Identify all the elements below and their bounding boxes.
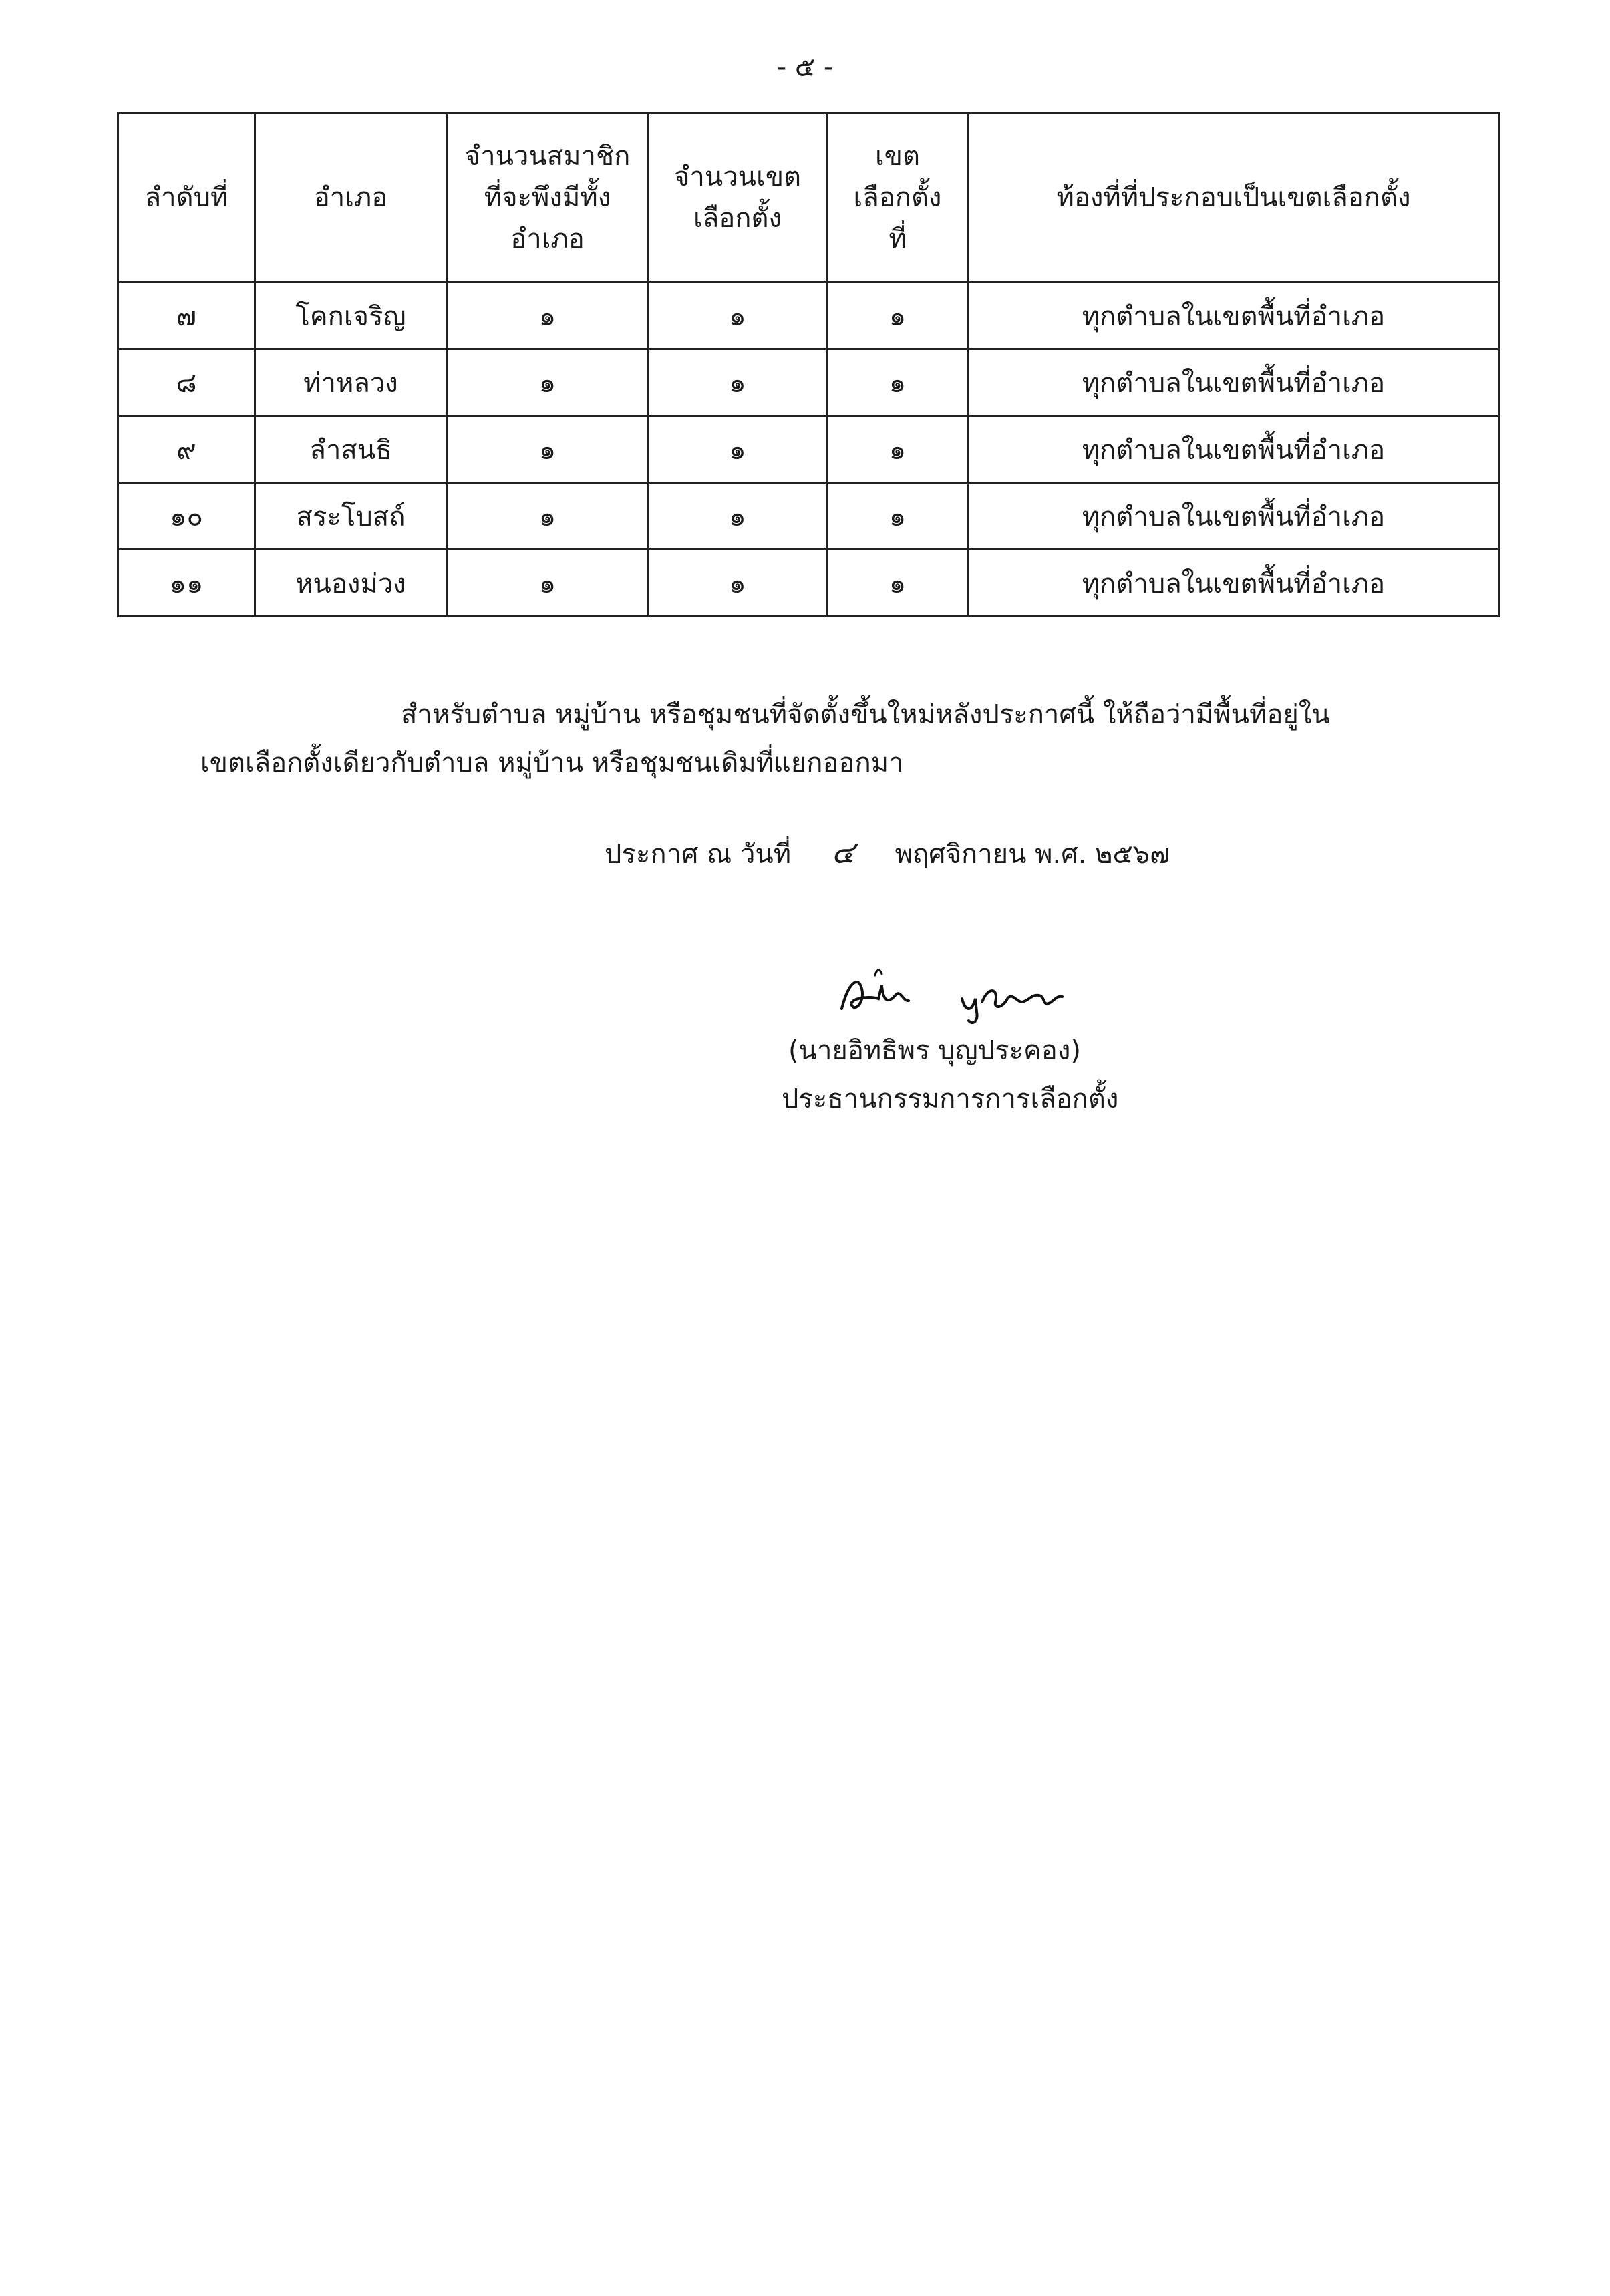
cell-seq: ๙ xyxy=(118,416,255,483)
signer-name: (นายอิทธิพร บุญประคอง) xyxy=(788,1035,1081,1066)
cell-zones: ๑ xyxy=(649,483,827,550)
electoral-district-table xyxy=(117,112,1500,617)
cell-zones: ๑ xyxy=(649,283,827,349)
table-header-row xyxy=(118,114,1499,283)
header-zone-no xyxy=(827,114,969,283)
cell-zone-no: ๑ xyxy=(827,550,969,617)
header-zones-line1: จำนวนเขต xyxy=(673,162,802,192)
cell-district: สระโบสถ์ xyxy=(255,483,447,550)
header-zones-line2: เลือกตั้ง xyxy=(693,203,782,234)
cell-area: ทุกตำบลในเขตพื้นที่อำเภอ xyxy=(969,416,1499,483)
handwritten-signature xyxy=(828,962,1096,1029)
cell-zone-no: ๑ xyxy=(827,349,969,416)
cell-zone-no: ๑ xyxy=(827,416,969,483)
header-members xyxy=(447,114,649,283)
provision-paragraph-line1: สำหรับตำบล หมู่บ้าน หรือชุมชนที่จัดตั้งขึ้นใหม่หลังประกาศนี้ ให้ถือว่ามีพื้นที่อยู่ใน xyxy=(401,699,1330,730)
cell-area: ทุกตำบลในเขตพื้นที่อำเภอ xyxy=(969,283,1499,349)
provision-paragraph-line2: เขตเลือกตั้งเดียวกับตำบล หมู่บ้าน หรือชุมชนเดิมที่แยกออกมา xyxy=(200,748,904,778)
announcement-month-year: พฤศจิกายน พ.ศ. ๒๕๖๗ xyxy=(895,839,1170,870)
cell-zones: ๑ xyxy=(649,550,827,617)
table-row xyxy=(118,416,1499,483)
cell-district: หนองม่วง xyxy=(255,550,447,617)
table-row xyxy=(118,349,1499,416)
table-row xyxy=(118,483,1499,550)
cell-district: โคกเจริญ xyxy=(255,283,447,349)
cell-zones: ๑ xyxy=(649,416,827,483)
announcement-date xyxy=(605,828,1170,877)
cell-seq: ๗ xyxy=(118,283,255,349)
signer-title: ประธานกรรมการการเลือกตั้ง xyxy=(782,1084,1119,1114)
cell-zones: ๑ xyxy=(649,349,827,416)
header-members-line3: อำเภอ xyxy=(510,224,585,255)
header-zones xyxy=(649,114,827,283)
cell-members: ๑ xyxy=(447,550,649,617)
cell-members: ๑ xyxy=(447,483,649,550)
header-members-line2: ที่จะพึงมีทั้ง xyxy=(484,182,611,213)
table-row xyxy=(118,283,1499,349)
header-seq: ลำดับที่ xyxy=(118,114,255,283)
announcement-day: ๔ xyxy=(831,834,855,870)
page-number: - ๕ - xyxy=(776,52,834,83)
cell-seq: ๑๑ xyxy=(118,550,255,617)
cell-members: ๑ xyxy=(447,283,649,349)
cell-area: ทุกตำบลในเขตพื้นที่อำเภอ xyxy=(969,483,1499,550)
announcement-prefix: ประกาศ ณ วันที่ xyxy=(605,839,792,870)
header-members-line1: จำนวนสมาชิก xyxy=(464,141,631,172)
cell-zone-no: ๑ xyxy=(827,483,969,550)
cell-area: ทุกตำบลในเขตพื้นที่อำเภอ xyxy=(969,349,1499,416)
cell-seq: ๑๐ xyxy=(118,483,255,550)
header-area: ท้องที่ที่ประกอบเป็นเขตเลือกตั้ง xyxy=(969,114,1499,283)
cell-members: ๑ xyxy=(447,349,649,416)
table-row xyxy=(118,550,1499,617)
header-zone-no-line3: ที่ xyxy=(889,224,907,255)
header-district: อำเภอ xyxy=(255,114,447,283)
header-zone-no-line1: เขต xyxy=(875,141,920,172)
cell-zone-no: ๑ xyxy=(827,283,969,349)
header-zone-no-line2: เลือกตั้ง xyxy=(853,182,942,213)
cell-seq: ๘ xyxy=(118,349,255,416)
cell-area: ทุกตำบลในเขตพื้นที่อำเภอ xyxy=(969,550,1499,617)
cell-members: ๑ xyxy=(447,416,649,483)
cell-district: ท่าหลวง xyxy=(255,349,447,416)
cell-district: ลำสนธิ xyxy=(255,416,447,483)
